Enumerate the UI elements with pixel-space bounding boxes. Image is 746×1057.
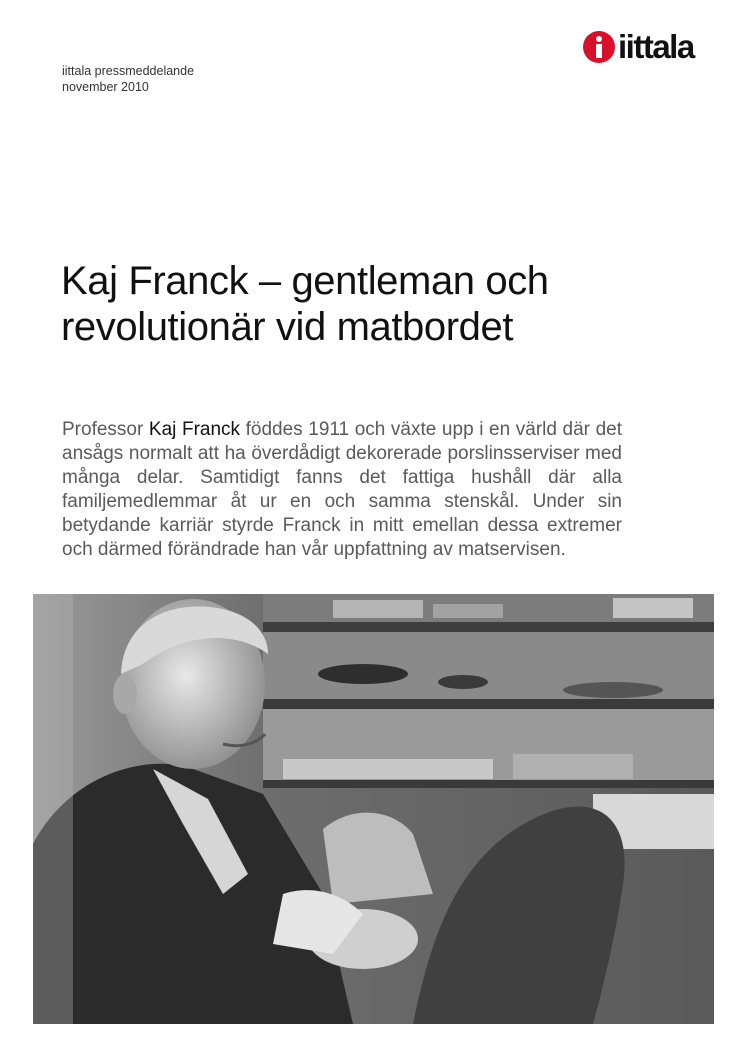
lede-body: föddes 1911 och växte upp i en värld där det ansågs normalt att ha överdådigt dekorerade porslinsserviser med många delar. Samtidigt fanns det fattiga hushåll där alla familjemedlemmar åt ur en och samma stenskål. Under sin betydande karriär styrde Franck in mitt emellan dessa extremer och därmed förändrade han vår uppfattning av matservisen. bbox=[62, 419, 622, 560]
page-title: Kaj Franck – gentleman och revolutionär vid matbordet bbox=[61, 259, 549, 349]
lead-paragraph bbox=[62, 418, 622, 562]
iittala-logo bbox=[583, 28, 694, 65]
logo-wordmark: iittala bbox=[618, 28, 694, 65]
iittala-logo-icon bbox=[583, 31, 615, 63]
portrait-photo bbox=[33, 594, 714, 1024]
lede-prefix: Professor bbox=[62, 419, 149, 440]
lede-person-name: Kaj Franck bbox=[148, 419, 241, 440]
press-release-label: iittala pressmeddelande bbox=[62, 64, 195, 78]
portrait-photo-illustration bbox=[33, 594, 714, 1024]
press-header bbox=[62, 63, 194, 95]
press-release-date: november 2010 bbox=[62, 80, 149, 94]
